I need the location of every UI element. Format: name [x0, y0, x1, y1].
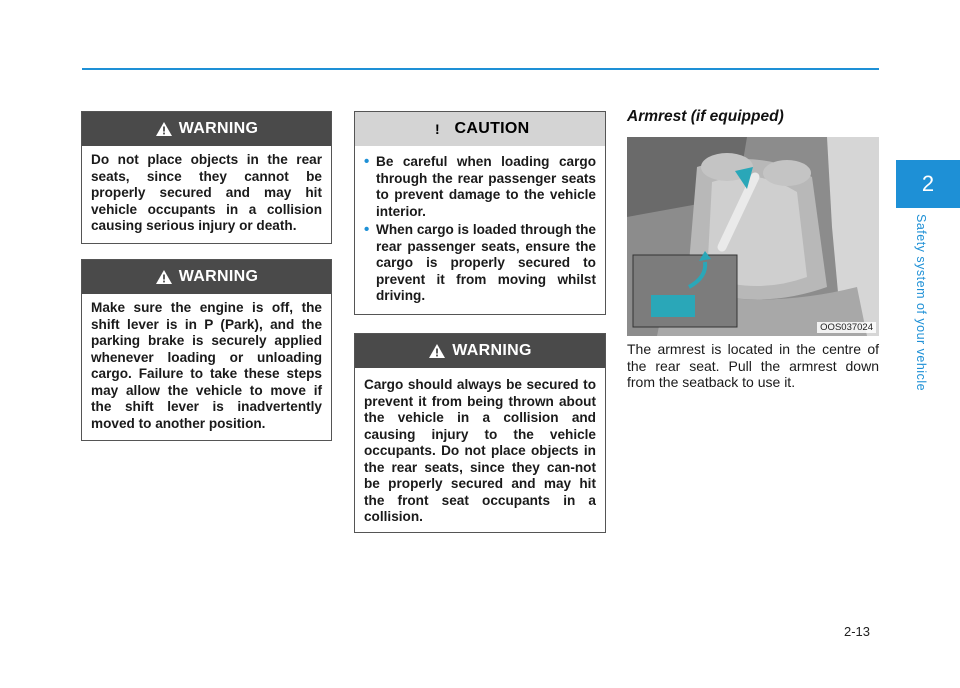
caution-exclamation-icon: ! — [435, 121, 440, 137]
caution-list — [364, 154, 596, 305]
warning-header-label: WARNING — [178, 268, 259, 285]
warning-triangle-icon — [155, 269, 173, 285]
figure-code: OOS037024 — [817, 322, 876, 333]
caution-item: • When cargo is loaded through the rear passenger seats, ensure the cargo is properly secured to prevent it from moving whilst driving. — [364, 222, 596, 305]
warning-header — [82, 112, 331, 146]
header-rule — [82, 68, 879, 70]
warning-triangle-icon — [428, 343, 446, 359]
warning-header — [355, 334, 605, 368]
caution-body — [355, 146, 605, 305]
warning-box-rear-seats — [81, 111, 332, 244]
caution-item: • Be careful when loading cargo through the rear passenger seats to prevent damage to the vehicle interior. — [364, 154, 596, 220]
warning-header-label: WARNING — [178, 120, 259, 137]
caution-header-label: CAUTION — [454, 120, 530, 137]
caution-header — [355, 112, 605, 146]
rear-seat-illustration — [627, 137, 879, 336]
warning-box-cargo-secured — [354, 333, 606, 533]
armrest-description: The armrest is located in the centre of the rear seat. Pull the armrest down from the seatback to use it. — [627, 341, 879, 390]
warning-header — [82, 260, 331, 294]
page-number: 2-13 — [844, 624, 871, 639]
warning-text: Make sure the engine is off, the shift lever is in P (Park), and the parking brake is securely applied whenever loading or unloading cargo. Failure to take these steps may allow the vehicle to move if the shift lever is inadvertently moved to another position. — [91, 300, 322, 431]
chapter-title: Safety system of your vehicle — [914, 214, 928, 392]
caution-box-cargo — [354, 111, 606, 315]
armrest-section-title: Armrest (if equipped) — [627, 108, 784, 125]
warning-header-label: WARNING — [452, 342, 532, 359]
chapter-number-tab: 2 — [896, 160, 960, 208]
warning-text: Do not place objects in the rear seats, since they cannot be properly secured and may hit vehicle occupants in a collision causing serious injury or death. — [91, 152, 322, 233]
warning-box-engine-off — [81, 259, 332, 441]
warning-triangle-icon — [155, 121, 173, 137]
armrest-figure — [627, 137, 879, 336]
warning-text: Cargo should always be secured to prevent it from being thrown about the vehicle in a collision and causing injury to the vehicle occupants. Do not place objects in the rear seats, since they can-not be properly secured and may hit the front seat occupants in a collision. — [364, 377, 596, 524]
